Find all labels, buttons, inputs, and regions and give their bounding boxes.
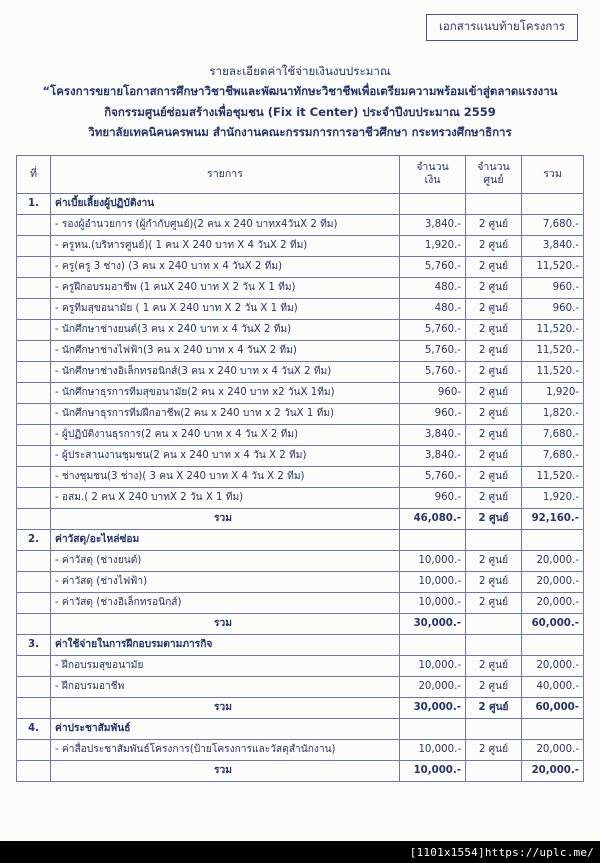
heading-line-1: รายละเอียดค่าใช้จ่ายเงินงบประมาณ (209, 63, 391, 78)
cell-item: - ครูหน.(บริหารศูนย์)( 1 คน X 240 บาท X 4 วันX 2 ทีม) (51, 235, 400, 256)
cell-no (17, 424, 51, 445)
cell-item: - นักศึกษาธุรการทีมสุขอนามัย(2 คน x 240 บาท x2 วันX 1ทีม) (51, 382, 400, 403)
col-header-amount-line2: เงิน (424, 174, 441, 187)
cell-no (17, 571, 51, 592)
cell-total: 960.- (522, 298, 584, 319)
cell-no (17, 487, 51, 508)
cell-no (17, 466, 51, 487)
col-header-centers-line1: จำนวน (477, 161, 510, 174)
cell-total: 20,000.- (522, 550, 584, 571)
cell-amount: 10,000.- (400, 655, 466, 676)
table-row (17, 739, 584, 760)
cell-total: 960.- (522, 277, 584, 298)
cell-amount: 20,000.- (400, 676, 466, 697)
cell-amount: 3,840.- (400, 214, 466, 235)
table-row (17, 508, 584, 529)
cell-item: - ผู้ปฏิบัติงานธุรการ(2 คน x 240 บาท x 4 วัน X 2 ทีม) (51, 424, 400, 445)
table-row (17, 361, 584, 382)
cell-item: รวม (51, 508, 400, 529)
heading-line-4: วิทยาลัยเทคนิคนครพนม สำนักงานคณะกรรมการการอาชีวศึกษา กระทรวงศึกษาธิการ (88, 125, 512, 140)
col-header-item: รายการ (51, 155, 400, 193)
table-row (17, 613, 584, 634)
cell-amount (400, 193, 466, 214)
cell-no (17, 676, 51, 697)
table-row (17, 424, 584, 445)
cell-item: ค่าใช้จ่ายในการฝึกอบรมตามภารกิจ (51, 634, 400, 655)
cell-total: 20,000.- (522, 592, 584, 613)
cell-total (522, 634, 584, 655)
table-row (17, 718, 584, 739)
cell-total: 3,840.- (522, 235, 584, 256)
cell-amount: 10,000.- (400, 739, 466, 760)
cell-no (17, 361, 51, 382)
cell-centers: 2 ศูนย์ (466, 424, 522, 445)
cell-centers: 2 ศูนย์ (466, 697, 522, 718)
document-heading (0, 61, 600, 143)
cell-amount (400, 634, 466, 655)
table-row (17, 529, 584, 550)
cell-centers: 2 ศูนย์ (466, 445, 522, 466)
cell-item: - อสม.( 2 คน X 240 บาทX 2 วัน X 1 ทีม) (51, 487, 400, 508)
cell-item: - ครูทีมสุขอนามัย ( 1 คน X 240 บาท X 2 วัน X 1 ทีม) (51, 298, 400, 319)
cell-item: - ฝึกอบรมอาชีพ (51, 676, 400, 697)
cell-amount: 46,080.- (400, 508, 466, 529)
cell-no (17, 739, 51, 760)
cell-total: 11,520.- (522, 340, 584, 361)
cell-item: - นักศึกษาช่างยนต์(3 คน x 240 บาท x 4 วันX 2 ทีม) (51, 319, 400, 340)
table-row (17, 403, 584, 424)
cell-centers: 2 ศูนย์ (466, 403, 522, 424)
cell-centers: 2 ศูนย์ (466, 361, 522, 382)
cell-total: 7,680.- (522, 424, 584, 445)
cell-no (17, 613, 51, 634)
cell-item: ค่าวัสดุ/อะไหล่ซ่อม (51, 529, 400, 550)
cell-no (17, 508, 51, 529)
table-row (17, 466, 584, 487)
cell-centers: 2 ศูนย์ (466, 739, 522, 760)
cell-amount: 960.- (400, 487, 466, 508)
cell-amount: 5,760.- (400, 256, 466, 277)
table-row (17, 340, 584, 361)
table-row (17, 676, 584, 697)
table-row (17, 277, 584, 298)
table-row (17, 214, 584, 235)
cell-total: 60,000- (522, 697, 584, 718)
cell-no: 4. (17, 718, 51, 739)
cell-centers: 2 ศูนย์ (466, 508, 522, 529)
cell-amount: 3,840.- (400, 445, 466, 466)
cell-no (17, 403, 51, 424)
cell-amount: 5,760.- (400, 319, 466, 340)
cell-amount: 10,000.- (400, 571, 466, 592)
cell-amount: 30,000.- (400, 613, 466, 634)
cell-item: ค่าประชาสัมพันธ์ (51, 718, 400, 739)
cell-amount: 3,840.- (400, 424, 466, 445)
cell-item: รวม (51, 760, 400, 781)
cell-centers: 2 ศูนย์ (466, 592, 522, 613)
cell-total: 40,000.- (522, 676, 584, 697)
attachment-stamp: เอกสารแนบท้ายโครงการ (426, 14, 578, 41)
col-header-amount-line1: จำนวน (416, 161, 449, 174)
watermark-text: [1101x1554]https://uplc.me/ (409, 845, 594, 859)
col-header-total: รวม (522, 155, 584, 193)
cell-amount: 5,760.- (400, 340, 466, 361)
cell-no (17, 214, 51, 235)
cell-total: 7,680.- (522, 445, 584, 466)
cell-total: 20,000.- (522, 655, 584, 676)
cell-item: - รองผู้อำนวยการ (ผู้กำกับศูนย์)(2 คน x 240 บาทx4วันX 2 ทีม) (51, 214, 400, 235)
cell-centers (466, 529, 522, 550)
cell-item: - นักศึกษาช่างอิเล็กทรอนิกส์(3 คน x 240 บาท x 4 วันX 2 ทีม) (51, 361, 400, 382)
table-row (17, 487, 584, 508)
cell-centers: 2 ศูนย์ (466, 235, 522, 256)
cell-total: 7,680.- (522, 214, 584, 235)
cell-centers: 2 ศูนย์ (466, 298, 522, 319)
budget-table-wrap (16, 155, 584, 782)
cell-amount: 5,760.- (400, 361, 466, 382)
cell-amount (400, 529, 466, 550)
col-header-centers (466, 155, 522, 193)
table-row (17, 298, 584, 319)
cell-centers: 2 ศูนย์ (466, 256, 522, 277)
cell-centers (466, 760, 522, 781)
cell-centers (466, 613, 522, 634)
cell-item: - ค่าวัสดุ (ช่างยนต์) (51, 550, 400, 571)
cell-centers: 2 ศูนย์ (466, 466, 522, 487)
cell-total: 11,520.- (522, 319, 584, 340)
table-row (17, 550, 584, 571)
cell-no (17, 256, 51, 277)
cell-amount: 10,000.- (400, 592, 466, 613)
cell-amount: 960- (400, 382, 466, 403)
cell-total: 1,820.- (522, 403, 584, 424)
cell-centers: 2 ศูนย์ (466, 655, 522, 676)
cell-no (17, 550, 51, 571)
cell-total: 11,520.- (522, 361, 584, 382)
cell-centers: 2 ศูนย์ (466, 487, 522, 508)
table-row (17, 655, 584, 676)
table-body (17, 193, 584, 781)
heading-line-2: “โครงการขยายโอกาสการศึกษาวิชาชีพและพัฒนาทักษะวิชาชีพเพื่อเตรียมความพร้อมเข้าสู่ตลาดแรงงาน (42, 84, 558, 99)
cell-no (17, 592, 51, 613)
cell-centers: 2 ศูนย์ (466, 319, 522, 340)
cell-item: รวม (51, 613, 400, 634)
cell-no (17, 319, 51, 340)
cell-total: 11,520.- (522, 466, 584, 487)
col-header-amount (400, 155, 466, 193)
cell-centers (466, 718, 522, 739)
cell-centers: 2 ศูนย์ (466, 214, 522, 235)
col-header-no: ที่ (17, 155, 51, 193)
cell-no (17, 235, 51, 256)
cell-amount: 480.- (400, 277, 466, 298)
cell-no (17, 445, 51, 466)
cell-total (522, 529, 584, 550)
cell-total: 1,920- (522, 382, 584, 403)
table-row (17, 445, 584, 466)
cell-total: 1,920.- (522, 487, 584, 508)
col-header-centers-line2: ศูนย์ (483, 174, 504, 187)
table-row (17, 256, 584, 277)
table-row (17, 760, 584, 781)
table-head (17, 155, 584, 193)
cell-no: 2. (17, 529, 51, 550)
cell-amount: 10,000.- (400, 550, 466, 571)
cell-item: - ค่าสื่อประชาสัมพันธ์โครงการ(ป้ายโครงการและวัสดุสำนักงาน) (51, 739, 400, 760)
cell-item: - ครู(ครู 3 ช่าง) (3 คน x 240 บาท x 4 วันX 2 ทีม) (51, 256, 400, 277)
cell-item: - นักศึกษาธุรการทีมฝึกอาชีพ(2 คน x 240 บาท x 2 วันX 1 ทีม) (51, 403, 400, 424)
table-row (17, 634, 584, 655)
cell-no (17, 760, 51, 781)
table-row (17, 319, 584, 340)
table-row (17, 382, 584, 403)
cell-amount: 960.- (400, 403, 466, 424)
cell-item: - นักศึกษาช่างไฟฟ้า(3 คน x 240 บาท x 4 วันX 2 ทีม) (51, 340, 400, 361)
cell-total: 11,520.- (522, 256, 584, 277)
cell-item: - ค่าวัสดุ (ช่างไฟฟ้า) (51, 571, 400, 592)
table-row (17, 193, 584, 214)
cell-item: รวม (51, 697, 400, 718)
cell-item: ค่าเบี้ยเลี้ยงผู้ปฏิบัติงาน (51, 193, 400, 214)
table-row (17, 697, 584, 718)
cell-total: 20,000.- (522, 760, 584, 781)
cell-total: 92,160.- (522, 508, 584, 529)
cell-item: - ครูฝึกอบรมอาชีพ (1 คนX 240 บาท X 2 วัน X 1 ทีม) (51, 277, 400, 298)
cell-total (522, 193, 584, 214)
cell-no (17, 655, 51, 676)
cell-total: 60,000.- (522, 613, 584, 634)
cell-no (17, 340, 51, 361)
cell-centers: 2 ศูนย์ (466, 676, 522, 697)
cell-item: - ค่าวัสดุ (ช่างอิเล็กทรอนิกส์) (51, 592, 400, 613)
cell-total (522, 718, 584, 739)
cell-item: - ผู้ประสานงานชุมชน(2 คน x 240 บาท x 4 วัน X 2 ทีม) (51, 445, 400, 466)
cell-centers: 2 ศูนย์ (466, 571, 522, 592)
cell-no (17, 277, 51, 298)
cell-total: 20,000.- (522, 571, 584, 592)
cell-amount: 10,000.- (400, 760, 466, 781)
budget-table (16, 155, 584, 782)
cell-no (17, 382, 51, 403)
cell-item: - ช่างชุมชน(3 ช่าง)( 3 คน X 240 บาท X 4 วัน X 2 ทีม) (51, 466, 400, 487)
cell-amount: 480.- (400, 298, 466, 319)
cell-amount (400, 718, 466, 739)
cell-centers: 2 ศูนย์ (466, 340, 522, 361)
cell-no: 1. (17, 193, 51, 214)
cell-centers (466, 193, 522, 214)
table-header-row (17, 155, 584, 193)
cell-total: 20,000.- (522, 739, 584, 760)
footer-watermark-bar (0, 841, 600, 863)
cell-centers: 2 ศูนย์ (466, 277, 522, 298)
cell-no (17, 697, 51, 718)
cell-item: - ฝึกอบรมสุขอนามัย (51, 655, 400, 676)
stamp-row (0, 0, 600, 41)
table-row (17, 235, 584, 256)
cell-centers: 2 ศูนย์ (466, 382, 522, 403)
cell-amount: 1,920.- (400, 235, 466, 256)
cell-amount: 30,000.- (400, 697, 466, 718)
cell-centers (466, 634, 522, 655)
table-row (17, 592, 584, 613)
cell-centers: 2 ศูนย์ (466, 550, 522, 571)
heading-line-3: กิจกรรมศูนย์ซ่อมสร้างเพื่อชุมชน (Fix it Center) ประจำปีงบประมาณ 2559 (104, 104, 496, 119)
cell-no: 3. (17, 634, 51, 655)
cell-amount: 5,760.- (400, 466, 466, 487)
cell-no (17, 298, 51, 319)
table-row (17, 571, 584, 592)
